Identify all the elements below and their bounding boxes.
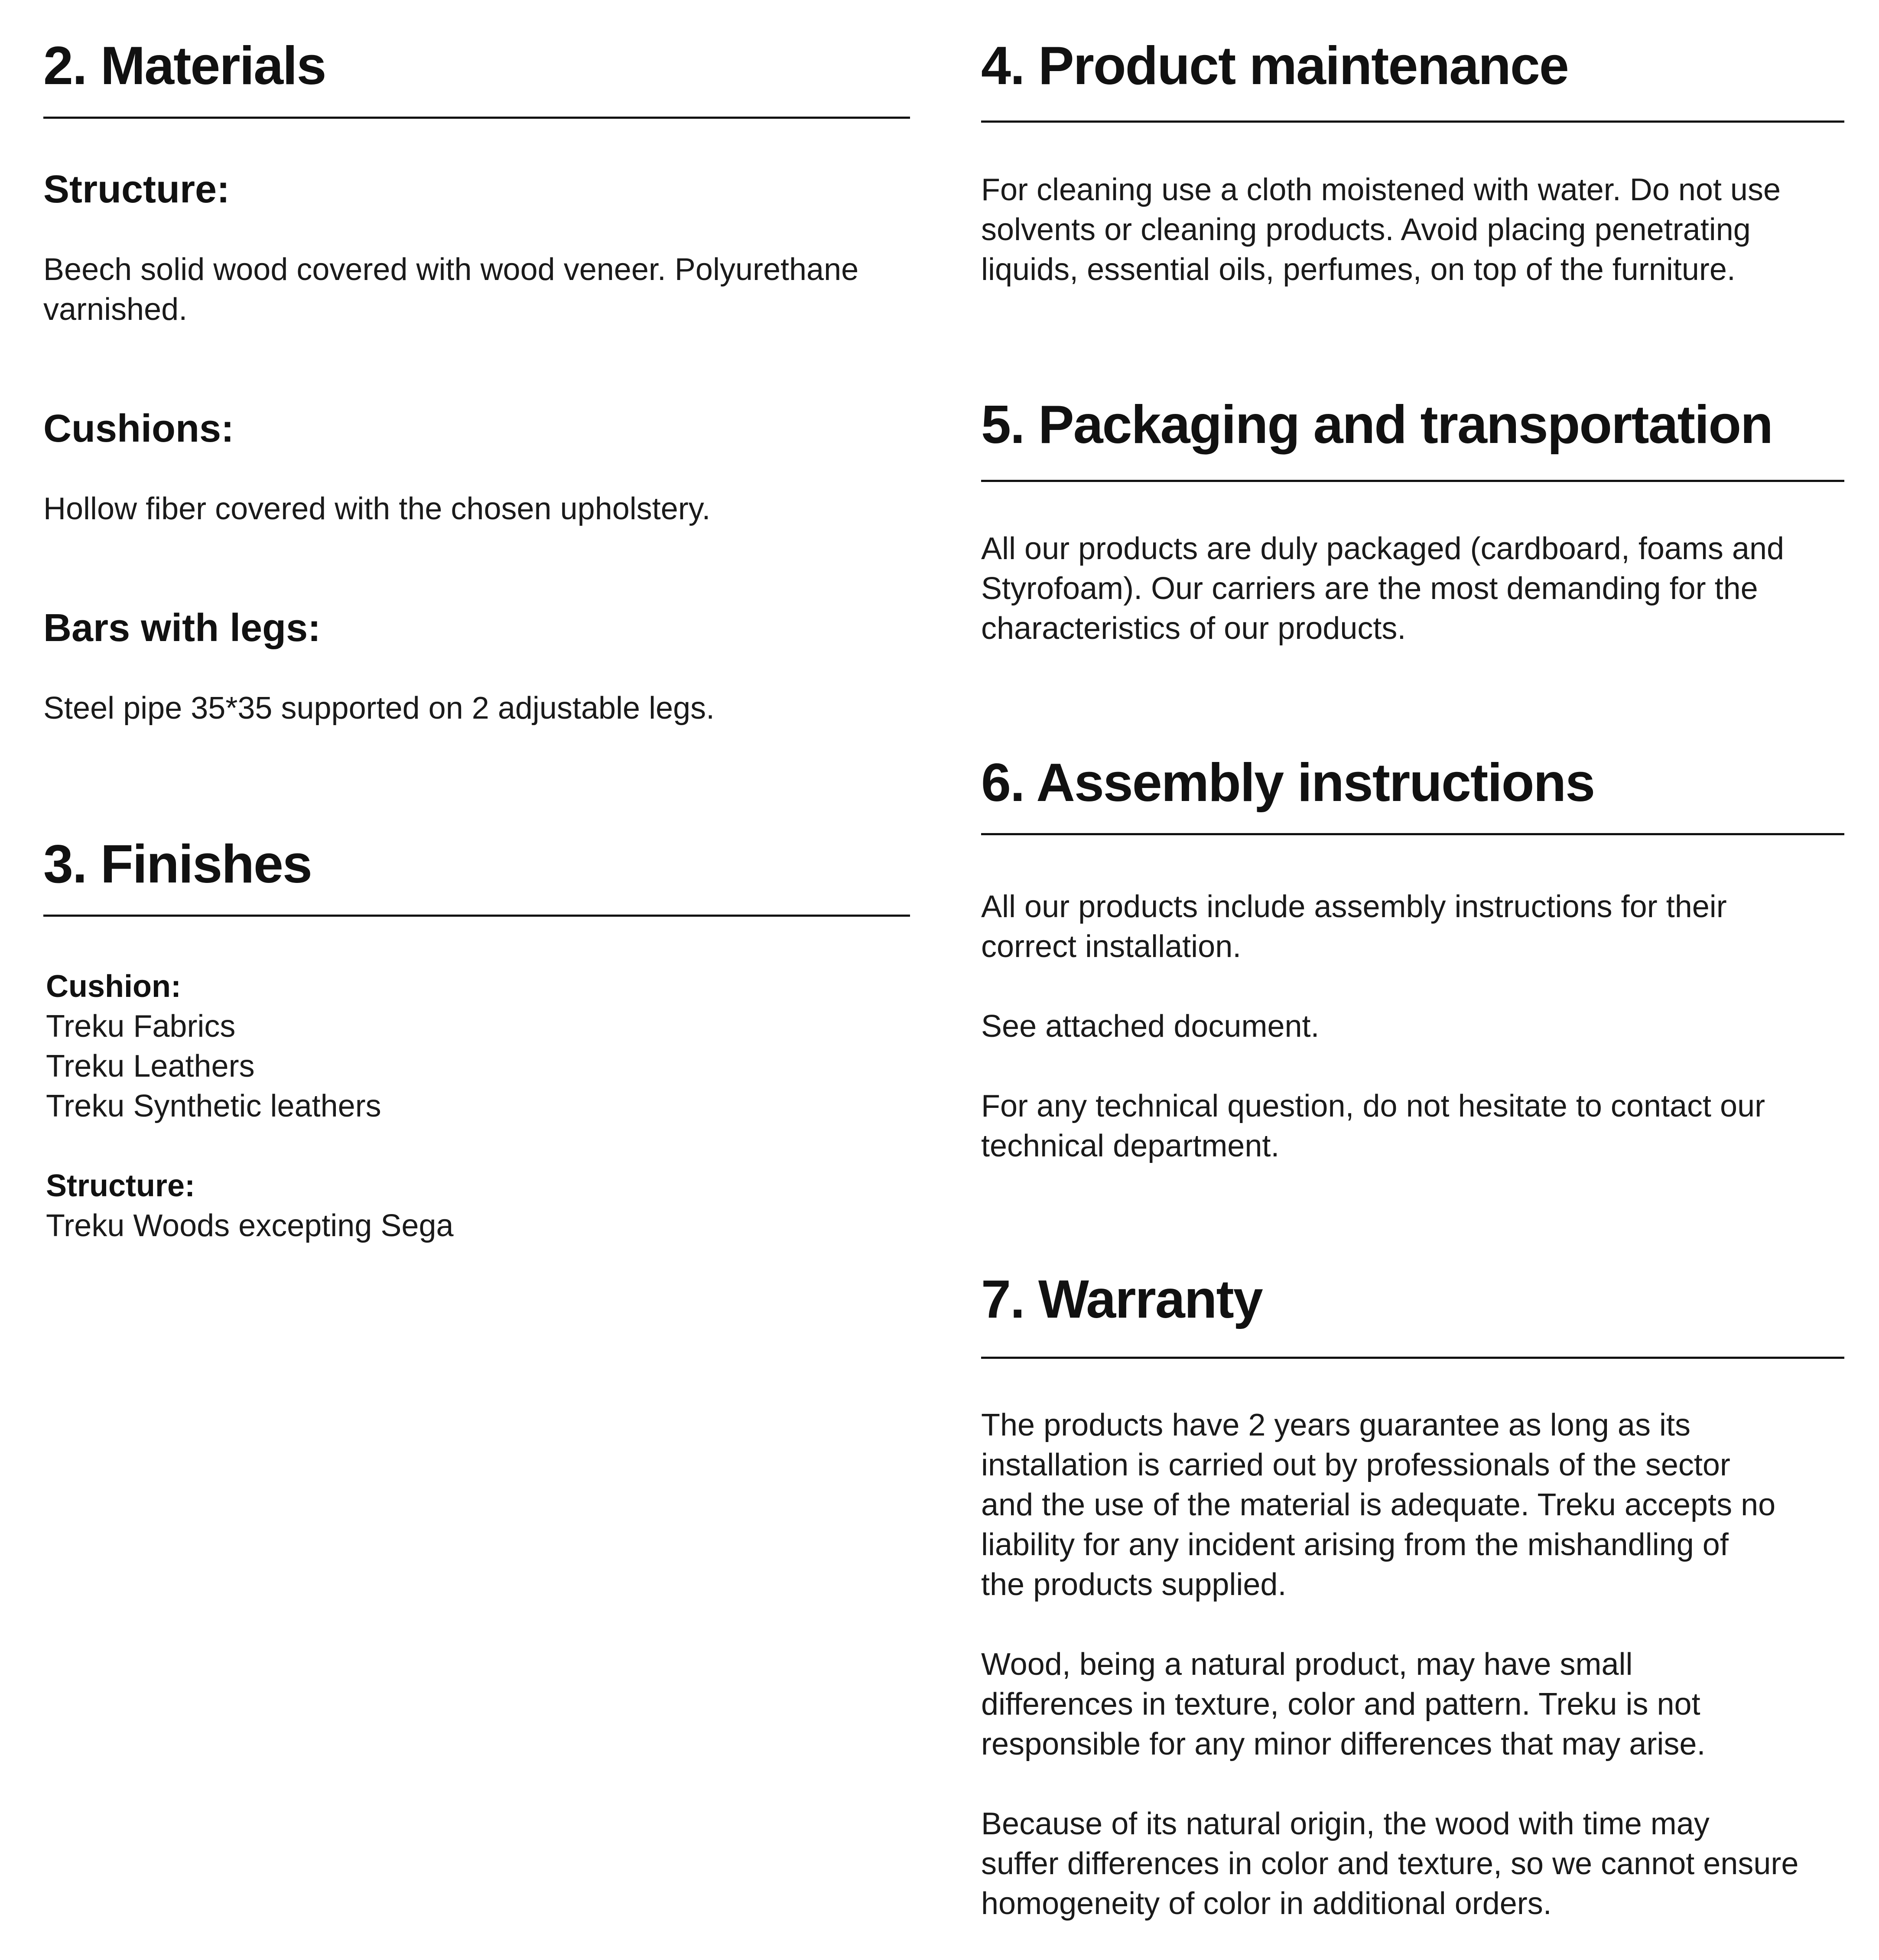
packaging-heading: 5. Packaging and transportation — [981, 395, 1772, 455]
text-line: For cleaning use a cloth moistened with water. Do not use — [981, 173, 1781, 207]
text-line: responsible for any minor differences that may arise. — [981, 1727, 1706, 1761]
warranty-divider — [981, 1357, 1844, 1359]
packaging-text — [981, 529, 1784, 648]
materials-cushions-label: Cushions: — [43, 407, 234, 450]
text-line: and the use of the material is adequate. Treku accepts no — [981, 1488, 1776, 1522]
warranty-heading: 7. Warranty — [981, 1270, 1262, 1329]
list-item: Treku Fabrics — [46, 1009, 236, 1044]
assembly-divider — [981, 833, 1844, 835]
text-line: Because of its natural origin, the wood with time may — [981, 1807, 1710, 1841]
assembly-heading: 6. Assembly instructions — [981, 753, 1595, 813]
text-line: Beech solid wood covered with wood veneer. Polyurethane — [43, 252, 859, 287]
text-line: varnished. — [43, 292, 188, 327]
materials-bars-text: Steel pipe 35*35 supported on 2 adjustable legs. — [43, 691, 715, 726]
materials-cushions-text: Hollow fiber covered with the chosen upholstery. — [43, 492, 711, 526]
text-line: installation is carried out by professionals of the sector — [981, 1448, 1730, 1482]
assembly-text-1 — [981, 887, 1727, 967]
finishes-cushion-label: Cushion: — [46, 969, 181, 1004]
materials-structure-label: Structure: — [43, 168, 230, 211]
warranty-text-1 — [981, 1405, 1775, 1605]
finishes-structure-label: Structure: — [46, 1169, 195, 1203]
warranty-text-3 — [981, 1804, 1798, 1924]
text-line: correct installation. — [981, 929, 1242, 964]
text-line: the products supplied. — [981, 1567, 1287, 1602]
materials-heading: 2. Materials — [43, 36, 326, 96]
materials-structure-text — [43, 250, 858, 329]
packaging-divider — [981, 480, 1844, 482]
assembly-text-3 — [981, 1086, 1765, 1166]
text-line: suffer differences in color and texture, so we cannot ensure — [981, 1846, 1799, 1881]
text-line: Wood, being a natural product, may have small — [981, 1647, 1633, 1682]
materials-bars-label: Bars with legs: — [43, 606, 321, 650]
list-item: Treku Synthetic leathers — [46, 1089, 381, 1123]
text-line: For any technical question, do not hesitate to contact our — [981, 1089, 1765, 1123]
finishes-heading: 3. Finishes — [43, 834, 312, 894]
maintenance-divider — [981, 120, 1844, 123]
text-line: liability for any incident arising from the mishandling of — [981, 1527, 1729, 1562]
text-line: differences in texture, color and pattern. Treku is not — [981, 1687, 1700, 1722]
finishes-cushion-list — [46, 1006, 381, 1126]
materials-divider — [43, 117, 910, 119]
list-item: Treku Leathers — [46, 1049, 255, 1084]
text-line: All our products are duly packaged (cardboard, foams and — [981, 531, 1785, 566]
text-line: solvents or cleaning products. Avoid placing penetrating — [981, 212, 1751, 247]
maintenance-heading: 4. Product maintenance — [981, 36, 1568, 96]
finishes-divider — [43, 915, 910, 917]
text-line: Styrofoam). Our carriers are the most demanding for the — [981, 571, 1758, 606]
text-line: homogeneity of color in additional orders. — [981, 1886, 1552, 1921]
maintenance-text — [981, 170, 1781, 290]
finishes-structure-item: Treku Woods excepting Sega — [46, 1208, 454, 1243]
warranty-text-2 — [981, 1644, 1705, 1764]
text-line: liquids, essential oils, perfumes, on top of the furniture. — [981, 252, 1736, 287]
text-line: The products have 2 years guarantee as long as its — [981, 1408, 1690, 1442]
text-line: characteristics of our products. — [981, 611, 1406, 646]
assembly-text-2: See attached document. — [981, 1009, 1320, 1044]
text-line: All our products include assembly instructions for their — [981, 889, 1727, 924]
text-line: technical department. — [981, 1129, 1280, 1163]
